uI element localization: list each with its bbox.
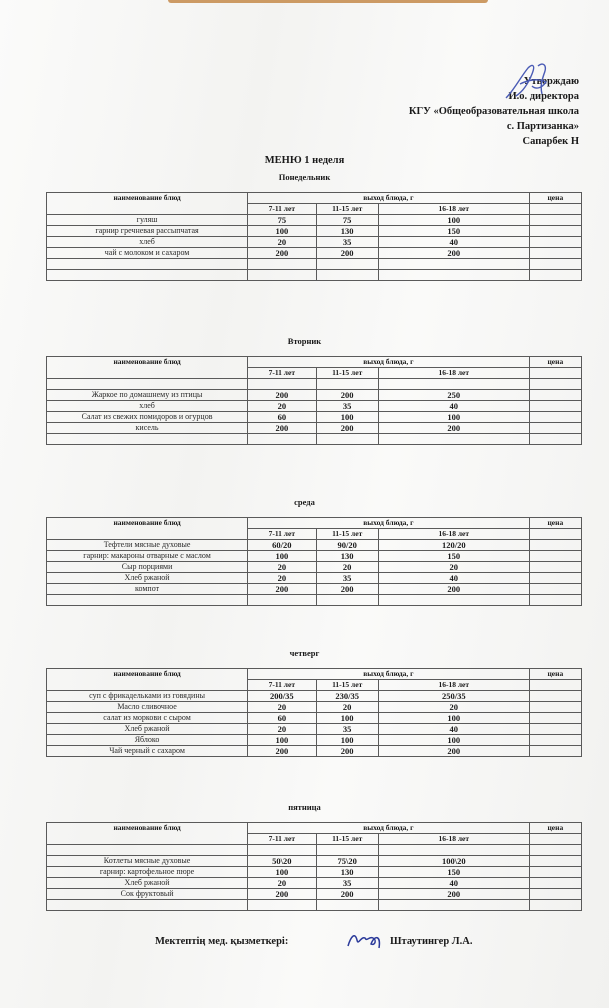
- header-age-group: 11-15 лет: [316, 368, 378, 379]
- dish-name: [47, 595, 248, 606]
- yield-7-11: 100: [248, 735, 316, 746]
- header-price: цена: [529, 193, 581, 204]
- header-yield: выход блюда, г: [248, 518, 530, 529]
- yield-7-11: [248, 595, 316, 606]
- footer-label: Мектептің мед. қызметкері:: [155, 936, 289, 947]
- yield-7-11: [248, 900, 316, 911]
- yield-7-11: 200: [248, 423, 316, 434]
- header-age-group: 16-18 лет: [378, 680, 529, 691]
- yield-11-15: 200: [316, 248, 378, 259]
- header-age-group: 11-15 лет: [316, 204, 378, 215]
- table-row: [47, 702, 582, 713]
- medic-signature-icon: [345, 930, 385, 950]
- price-cell: [529, 226, 581, 237]
- header-age-group: 16-18 лет: [378, 204, 529, 215]
- price-cell: [529, 900, 581, 911]
- table-row: [47, 259, 582, 270]
- yield-16-18: 250: [378, 390, 529, 401]
- price-cell: [529, 248, 581, 259]
- yield-7-11: 100: [248, 226, 316, 237]
- yield-11-15: 35: [316, 573, 378, 584]
- yield-7-11: [248, 259, 316, 270]
- yield-7-11: 60/20: [248, 540, 316, 551]
- yield-11-15: [316, 845, 378, 856]
- table-row: [47, 900, 582, 911]
- header-dish: наименование блюд: [47, 518, 248, 540]
- table-row: [47, 226, 582, 237]
- dish-name: Салат из свежих помидоров и огурцов: [47, 412, 248, 423]
- yield-11-15: 200: [316, 889, 378, 900]
- menu-table: [46, 517, 582, 606]
- header-age-group: 7-11 лет: [248, 834, 316, 845]
- yield-16-18: 200: [378, 746, 529, 757]
- yield-7-11: [248, 845, 316, 856]
- day-heading: среда: [294, 497, 315, 507]
- price-cell: [529, 867, 581, 878]
- dish-name: Тефтели мясные духовые: [47, 540, 248, 551]
- yield-7-11: 20: [248, 562, 316, 573]
- yield-16-18: 200: [378, 889, 529, 900]
- table-row: [47, 713, 582, 724]
- yield-11-15: 100: [316, 735, 378, 746]
- dish-name: Чай черный с сахаром: [47, 746, 248, 757]
- price-cell: [529, 713, 581, 724]
- price-cell: [529, 540, 581, 551]
- table-row: [47, 584, 582, 595]
- header-age-group: 7-11 лет: [248, 529, 316, 540]
- price-cell: [529, 856, 581, 867]
- yield-16-18: [378, 270, 529, 281]
- price-cell: [529, 595, 581, 606]
- yield-16-18: 150: [378, 551, 529, 562]
- yield-7-11: 200/35: [248, 691, 316, 702]
- dish-name: Жаркое по домашнему из птицы: [47, 390, 248, 401]
- table-row: [47, 562, 582, 573]
- header-age-group: 11-15 лет: [316, 834, 378, 845]
- header-age-group: 7-11 лет: [248, 368, 316, 379]
- yield-16-18: [378, 259, 529, 270]
- dish-name: гуляш: [47, 215, 248, 226]
- price-cell: [529, 270, 581, 281]
- table-row: [47, 845, 582, 856]
- dish-name: кисель: [47, 423, 248, 434]
- header-age-group: 11-15 лет: [316, 680, 378, 691]
- yield-11-15: 35: [316, 724, 378, 735]
- price-cell: [529, 529, 581, 540]
- table-row: [47, 390, 582, 401]
- day-heading: четверг: [289, 648, 320, 658]
- header-dish: наименование блюд: [47, 357, 248, 379]
- yield-16-18: 200: [378, 584, 529, 595]
- yield-11-15: 90/20: [316, 540, 378, 551]
- price-cell: [529, 691, 581, 702]
- dish-name: Сыр порциями: [47, 562, 248, 573]
- menu-table: [46, 192, 582, 281]
- footer-name: Штаутингер Л.А.: [390, 936, 473, 947]
- dish-name: гарнир гречневая рассыпчатая: [47, 226, 248, 237]
- table-row: [47, 412, 582, 423]
- yield-16-18: 120/20: [378, 540, 529, 551]
- yield-11-15: 130: [316, 226, 378, 237]
- yield-11-15: 35: [316, 237, 378, 248]
- dish-name: хлеб: [47, 401, 248, 412]
- yield-7-11: 60: [248, 412, 316, 423]
- price-cell: [529, 368, 581, 379]
- yield-11-15: 200: [316, 746, 378, 757]
- yield-11-15: 75: [316, 215, 378, 226]
- menu-title: МЕНЮ 1 неделя: [264, 155, 345, 166]
- yield-7-11: 20: [248, 237, 316, 248]
- director-signature-icon: [502, 60, 554, 104]
- yield-11-15: [316, 259, 378, 270]
- day-heading: Понедельник: [278, 172, 331, 182]
- header-price: цена: [529, 823, 581, 834]
- yield-7-11: 100: [248, 867, 316, 878]
- price-cell: [529, 551, 581, 562]
- dish-name: Масло сливочное: [47, 702, 248, 713]
- dish-name: [47, 379, 248, 390]
- table-row: [47, 215, 582, 226]
- header-age-group: 16-18 лет: [378, 529, 529, 540]
- dish-name: [47, 270, 248, 281]
- yield-16-18: 20: [378, 562, 529, 573]
- approval-line: с. Партизанка»: [506, 121, 579, 132]
- yield-11-15: 200: [316, 390, 378, 401]
- header-age-group: 16-18 лет: [378, 368, 529, 379]
- yield-16-18: 40: [378, 401, 529, 412]
- yield-11-15: 75\20: [316, 856, 378, 867]
- table-row: [47, 691, 582, 702]
- header-age-group: 11-15 лет: [316, 529, 378, 540]
- header-yield: выход блюда, г: [248, 193, 530, 204]
- yield-11-15: [316, 595, 378, 606]
- dish-name: Яблоко: [47, 735, 248, 746]
- table-row: [47, 423, 582, 434]
- yield-7-11: [248, 379, 316, 390]
- dish-name: Хлеб ржаной: [47, 724, 248, 735]
- header-dish: наименование блюд: [47, 823, 248, 845]
- price-cell: [529, 259, 581, 270]
- table-row: [47, 551, 582, 562]
- yield-16-18: 100: [378, 735, 529, 746]
- yield-16-18: 200: [378, 423, 529, 434]
- approval-line: Сапарбек Н: [522, 136, 579, 147]
- yield-16-18: [378, 379, 529, 390]
- yield-11-15: 20: [316, 702, 378, 713]
- table-row: [47, 867, 582, 878]
- price-cell: [529, 401, 581, 412]
- header-age-group: 16-18 лет: [378, 834, 529, 845]
- table-row: [47, 878, 582, 889]
- price-cell: [529, 434, 581, 445]
- header-dish: наименование блюд: [47, 669, 248, 691]
- price-cell: [529, 204, 581, 215]
- yield-11-15: [316, 270, 378, 281]
- yield-16-18: 100: [378, 713, 529, 724]
- yield-11-15: 200: [316, 584, 378, 595]
- price-cell: [529, 889, 581, 900]
- table-row: [47, 856, 582, 867]
- table-row: [47, 237, 582, 248]
- table-row: [47, 724, 582, 735]
- yield-16-18: 100: [378, 412, 529, 423]
- dish-name: [47, 259, 248, 270]
- price-cell: [529, 702, 581, 713]
- yield-16-18: 150: [378, 867, 529, 878]
- yield-16-18: 250/35: [378, 691, 529, 702]
- yield-11-15: [316, 900, 378, 911]
- yield-11-15: 100: [316, 412, 378, 423]
- yield-11-15: [316, 379, 378, 390]
- header-yield: выход блюда, г: [248, 823, 530, 834]
- dish-name: Хлеб ржаной: [47, 878, 248, 889]
- table-row: [47, 270, 582, 281]
- price-cell: [529, 423, 581, 434]
- yield-16-18: 40: [378, 237, 529, 248]
- yield-16-18: [378, 595, 529, 606]
- yield-7-11: 75: [248, 215, 316, 226]
- price-cell: [529, 584, 581, 595]
- price-cell: [529, 724, 581, 735]
- yield-7-11: 50\20: [248, 856, 316, 867]
- menu-table: [46, 822, 582, 911]
- table-row: [47, 401, 582, 412]
- header-yield: выход блюда, г: [248, 357, 530, 368]
- yield-7-11: 20: [248, 878, 316, 889]
- table-row: [47, 746, 582, 757]
- yield-11-15: 35: [316, 401, 378, 412]
- yield-11-15: 200: [316, 423, 378, 434]
- yield-11-15: [316, 434, 378, 445]
- table-row: [47, 889, 582, 900]
- dish-name: [47, 845, 248, 856]
- price-cell: [529, 379, 581, 390]
- menu-table: [46, 668, 582, 757]
- yield-16-18: 40: [378, 573, 529, 584]
- header-price: цена: [529, 357, 581, 368]
- yield-7-11: 20: [248, 702, 316, 713]
- price-cell: [529, 834, 581, 845]
- yield-11-15: 230/35: [316, 691, 378, 702]
- dish-name: Котлеты мясные духовые: [47, 856, 248, 867]
- price-cell: [529, 746, 581, 757]
- header-age-group: 7-11 лет: [248, 204, 316, 215]
- yield-7-11: 200: [248, 248, 316, 259]
- table-row: [47, 379, 582, 390]
- yield-16-18: 150: [378, 226, 529, 237]
- yield-16-18: 200: [378, 248, 529, 259]
- day-heading: Вторник: [287, 336, 322, 346]
- price-cell: [529, 573, 581, 584]
- price-cell: [529, 680, 581, 691]
- approval-line: КГУ «Общеобразовательная школа: [408, 106, 579, 117]
- dish-name: чай с молоком и сахаром: [47, 248, 248, 259]
- yield-7-11: 200: [248, 584, 316, 595]
- header-price: цена: [529, 669, 581, 680]
- yield-7-11: [248, 434, 316, 445]
- yield-16-18: [378, 845, 529, 856]
- yield-7-11: [248, 270, 316, 281]
- price-cell: [529, 735, 581, 746]
- dish-name: гарнир: картофельное пюре: [47, 867, 248, 878]
- yield-11-15: 35: [316, 878, 378, 889]
- yield-16-18: [378, 434, 529, 445]
- price-cell: [529, 878, 581, 889]
- dish-name: [47, 434, 248, 445]
- table-row: [47, 735, 582, 746]
- yield-16-18: 20: [378, 702, 529, 713]
- yield-7-11: 200: [248, 889, 316, 900]
- dish-name: салат из моркови с сыром: [47, 713, 248, 724]
- yield-11-15: 20: [316, 562, 378, 573]
- yield-16-18: 40: [378, 878, 529, 889]
- dish-name: компот: [47, 584, 248, 595]
- dish-name: Сок фруктовый: [47, 889, 248, 900]
- dish-name: Хлеб ржаной: [47, 573, 248, 584]
- table-row: [47, 434, 582, 445]
- yield-16-18: [378, 900, 529, 911]
- yield-7-11: 20: [248, 573, 316, 584]
- day-heading: пятница: [288, 802, 321, 812]
- price-cell: [529, 215, 581, 226]
- yield-11-15: 130: [316, 551, 378, 562]
- price-cell: [529, 845, 581, 856]
- dish-name: гарнир: макароны отварные с маслом: [47, 551, 248, 562]
- yield-11-15: 100: [316, 713, 378, 724]
- yield-7-11: 20: [248, 724, 316, 735]
- price-cell: [529, 562, 581, 573]
- tape-strip: [168, 0, 488, 3]
- yield-7-11: 20: [248, 401, 316, 412]
- dish-name: хлеб: [47, 237, 248, 248]
- approval-line: И.о. директора: [508, 91, 579, 102]
- header-dish: наименование блюд: [47, 193, 248, 215]
- yield-16-18: 100\20: [378, 856, 529, 867]
- menu-table: [46, 356, 582, 445]
- table-row: [47, 540, 582, 551]
- header-yield: выход блюда, г: [248, 669, 530, 680]
- table-row: [47, 595, 582, 606]
- dish-name: суп с фрикадельками из говядины: [47, 691, 248, 702]
- header-price: цена: [529, 518, 581, 529]
- yield-7-11: 200: [248, 390, 316, 401]
- price-cell: [529, 412, 581, 423]
- table-row: [47, 248, 582, 259]
- header-age-group: 7-11 лет: [248, 680, 316, 691]
- price-cell: [529, 390, 581, 401]
- yield-16-18: 40: [378, 724, 529, 735]
- price-cell: [529, 237, 581, 248]
- yield-16-18: 100: [378, 215, 529, 226]
- yield-7-11: 200: [248, 746, 316, 757]
- approval-line: Утверждаю: [523, 76, 579, 87]
- table-row: [47, 573, 582, 584]
- dish-name: [47, 900, 248, 911]
- yield-7-11: 60: [248, 713, 316, 724]
- yield-7-11: 100: [248, 551, 316, 562]
- yield-11-15: 130: [316, 867, 378, 878]
